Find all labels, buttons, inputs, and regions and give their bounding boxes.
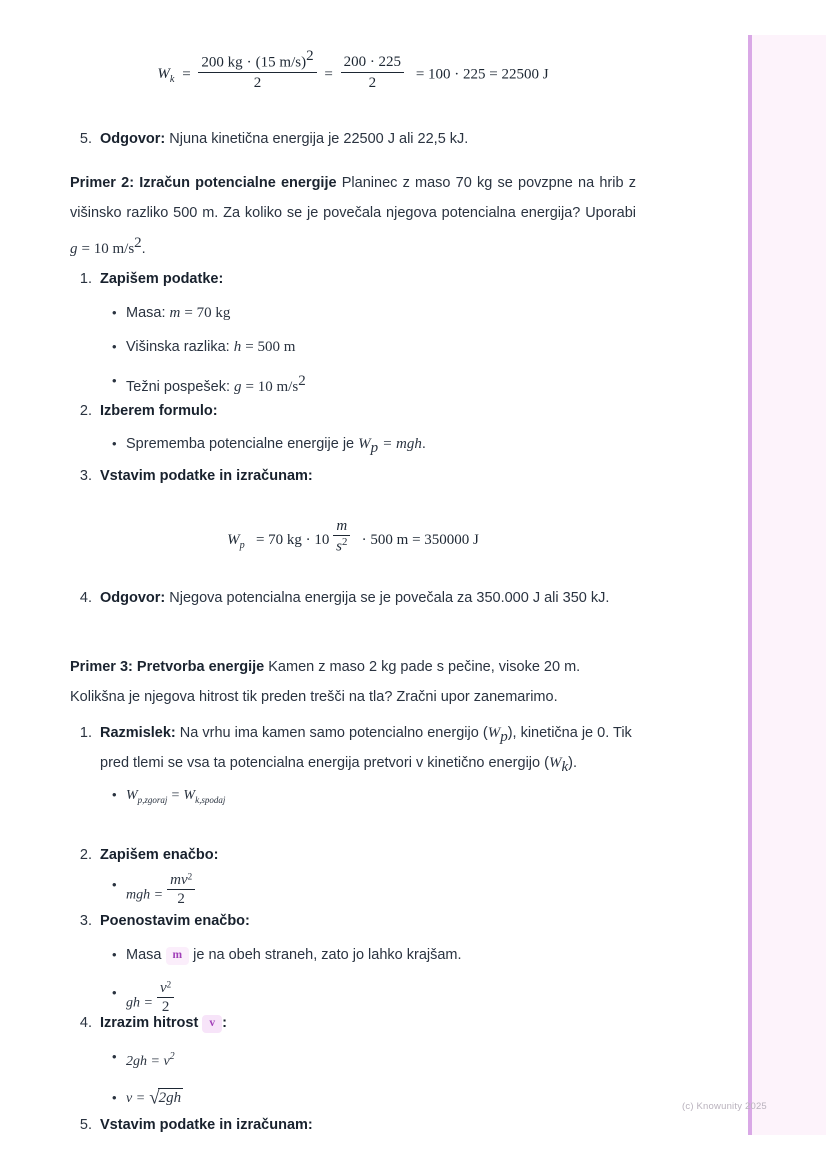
fraction-numerator-exponent: 2 bbox=[187, 871, 193, 882]
kinetic-energy-formula: $W_k$ = $\frac{200 kg \cdot (15 m/s)^2}{2}$ = $\frac{200 \cdot 225}{2}$ = 100 · 225 = 22500 J bbox=[157, 48, 549, 91]
data-label-mass: Masa: bbox=[126, 305, 166, 321]
step-heading: Razmislek: bbox=[100, 725, 176, 741]
energy-balance-rhs-subscript: k,spodaj bbox=[195, 794, 226, 805]
example-3-body: Kamen z maso 2 kg pade s pečine, visoke 20 m. Kolikšna je njegova hitrost tik preden trešči na tla? Zračni upor zanemarimo. bbox=[70, 659, 581, 705]
list-item bbox=[79, 463, 636, 489]
list-item bbox=[79, 398, 636, 461]
velocity-exponent: 2 bbox=[169, 1051, 175, 1062]
work-subscript: p bbox=[370, 439, 379, 456]
gravity-symbol: g bbox=[234, 378, 242, 395]
list-item bbox=[79, 908, 636, 1016]
list-item bbox=[126, 942, 636, 968]
fraction-acceleration bbox=[333, 518, 350, 555]
energy-balance-equals: = bbox=[171, 787, 180, 803]
denominator-second: 2 bbox=[368, 74, 377, 91]
example-2-intro bbox=[70, 168, 636, 264]
height-symbol: h bbox=[233, 339, 242, 355]
list-item-number: 3. bbox=[79, 913, 92, 929]
list-item-number: 2. bbox=[79, 847, 92, 863]
copyright-credit: (c) Knowunity 2025 bbox=[682, 1101, 767, 1112]
numerator-second: 200 · 225 bbox=[343, 54, 402, 71]
fraction-denominator: 2 bbox=[177, 891, 185, 908]
list-item bbox=[126, 1044, 636, 1075]
list-item-number: 5. bbox=[79, 1117, 92, 1133]
list-item bbox=[126, 1085, 636, 1112]
list-item-number: 2. bbox=[79, 403, 92, 419]
example-2-step-3 bbox=[70, 463, 636, 489]
list-item-number: 1. bbox=[79, 271, 92, 287]
simplify-text-b: je na obeh straneh, zato jo lahko krajšam. bbox=[193, 947, 462, 963]
step-heading: Vstavim podatke in izračunam: bbox=[100, 468, 313, 484]
list-item bbox=[126, 368, 636, 400]
gravity-exponent: 2 bbox=[134, 235, 142, 251]
formula-result: · 500 m = 350000 J bbox=[361, 531, 479, 548]
formula-expression: = mgh bbox=[382, 436, 422, 452]
mass-symbol: m bbox=[169, 305, 181, 321]
gravity-exponent: 2 bbox=[298, 373, 306, 389]
example-3-step-4 bbox=[70, 1010, 636, 1112]
example-3-step-5 bbox=[70, 1112, 636, 1138]
fraction-numerator-exponent: 2 bbox=[166, 979, 172, 990]
answer-label: Odgovor: bbox=[100, 590, 166, 606]
list-item bbox=[79, 585, 636, 611]
answer-text: Njuna kinetična energija je 22500 J ali 22,5 kJ. bbox=[169, 131, 469, 147]
example-3-step-3 bbox=[70, 908, 636, 1016]
sentence-period: . bbox=[421, 436, 426, 452]
numerator-velocity: (15 m/s) bbox=[255, 54, 307, 71]
data-label-gravity: Težni pospešek: bbox=[126, 378, 230, 395]
reasoning-text-c: ). bbox=[568, 754, 577, 771]
list-item bbox=[79, 126, 636, 152]
list-item-number: 3. bbox=[79, 468, 92, 484]
fraction-numerator-mass: m bbox=[170, 872, 181, 888]
simplified-equation-lhs: gh = bbox=[126, 995, 153, 1011]
example-2-title: Primer 2: Izračun potencialne energije bbox=[70, 175, 337, 191]
fraction-numerator-velocity: v bbox=[159, 980, 167, 996]
list-item-number: 4. bbox=[79, 590, 92, 606]
list-item bbox=[79, 1112, 636, 1138]
list-item-number: 5. bbox=[79, 131, 92, 147]
mass-value: = 70 kg bbox=[184, 305, 231, 321]
numerator-exponent: 2 bbox=[306, 48, 314, 64]
equation-lhs: mgh = bbox=[126, 887, 164, 903]
numerator-dot: · bbox=[246, 54, 252, 71]
list-item-number: 1. bbox=[79, 725, 92, 741]
list-item bbox=[79, 720, 636, 813]
step-heading: Zapišem podatke: bbox=[100, 271, 224, 287]
fraction-denominator: 2 bbox=[161, 999, 170, 1016]
list-item bbox=[126, 334, 636, 360]
velocity-solution-lhs: v = bbox=[126, 1090, 146, 1106]
potential-work-symbol: W bbox=[487, 725, 501, 741]
example-3-intro bbox=[70, 652, 636, 712]
data-label-height: Višinska razlika: bbox=[126, 339, 230, 355]
step-heading-colon: : bbox=[222, 1015, 227, 1031]
work-symbol: W bbox=[358, 436, 371, 452]
step-heading: Zapišem enačbo: bbox=[100, 847, 219, 863]
formula-description: Sprememba potencialne energije je bbox=[126, 436, 355, 452]
list-item bbox=[126, 300, 636, 326]
denominator-first: 2 bbox=[253, 74, 262, 91]
example-2-step-1 bbox=[70, 266, 636, 400]
kinetic-work-symbol: W bbox=[548, 754, 562, 771]
list-item bbox=[126, 782, 636, 813]
formula-result: = 100 · 225 = 22500 J bbox=[415, 66, 549, 83]
fraction-first bbox=[198, 48, 316, 91]
gravity-symbol: g bbox=[70, 240, 78, 257]
formula-operands: = 70 kg · 10 bbox=[255, 531, 330, 548]
numerator-mass: 200 kg bbox=[201, 54, 243, 71]
radical-sign-icon: √ bbox=[149, 1087, 160, 1109]
answer-text: Njegova potencialna energija se je povečala za 350.000 J ali 350 kJ. bbox=[169, 590, 610, 606]
potential-work-subscript: p bbox=[500, 728, 508, 745]
example-3-title: Primer 3: Pretvorba energije bbox=[70, 659, 265, 675]
reasoning-text-a: Na vrhu ima kamen samo potencialno energijo ( bbox=[179, 725, 488, 741]
list-item bbox=[79, 266, 636, 400]
step-heading: Izrazim hitrost bbox=[100, 1015, 199, 1031]
example-2-answer bbox=[70, 585, 636, 611]
height-value: = 500 m bbox=[245, 339, 296, 355]
answer-block-1 bbox=[70, 126, 636, 152]
fraction-kinetic bbox=[167, 872, 195, 907]
example-3-step-2 bbox=[70, 842, 636, 908]
potential-energy-formula bbox=[70, 518, 636, 555]
list-item bbox=[126, 872, 636, 908]
step-heading: Izberem formulo: bbox=[100, 403, 218, 419]
list-item bbox=[79, 1010, 636, 1112]
answer-label: Odgovor: bbox=[100, 131, 166, 147]
formula-lhs-symbol: W bbox=[227, 531, 240, 548]
reasoning-text-b: ), kinetična je 0. Tik pred tlemi se vsa ta potencialna energija pretvori v kinetično energijo ( bbox=[100, 725, 632, 771]
step-heading: Poenostavim enačbo: bbox=[100, 913, 250, 929]
square-root-expression bbox=[149, 1085, 183, 1112]
example-3-step-1 bbox=[70, 720, 636, 813]
mass-code-chip[interactable]: m bbox=[166, 947, 190, 965]
fraction-second bbox=[341, 53, 405, 91]
formula-lhs-subscript: k bbox=[169, 74, 175, 86]
fraction-numerator-velocity: v bbox=[180, 872, 188, 888]
list-item bbox=[126, 431, 636, 461]
kinetic-work-subscript: k bbox=[561, 758, 569, 775]
simplify-text-a: Masa bbox=[126, 947, 162, 963]
energy-balance-lhs-symbol: W bbox=[126, 787, 138, 803]
velocity-code-chip[interactable]: v bbox=[202, 1015, 222, 1033]
list-item-number: 4. bbox=[79, 1015, 92, 1031]
example-2-body-end: . bbox=[141, 240, 146, 257]
gravity-value: = 10 m/s bbox=[81, 240, 135, 257]
decorative-vertical-rule bbox=[748, 35, 752, 1135]
example-2-body: Planinec z maso 70 kg se povzpne na hrib z višinsko razliko 500 m. Za koliko se je povečala njegova potencialna energija? Uporabi bbox=[70, 175, 636, 221]
list-item bbox=[79, 842, 636, 908]
decorative-side-panel bbox=[748, 35, 826, 1135]
example-2-step-2 bbox=[70, 398, 636, 461]
fraction-numerator: m bbox=[336, 518, 348, 534]
fraction-denominator-exponent: 2 bbox=[342, 536, 348, 549]
velocity-equation: 2gh = v bbox=[126, 1053, 170, 1069]
gravity-value: = 10 m/s bbox=[245, 378, 299, 395]
fraction-denominator: s bbox=[336, 538, 342, 555]
energy-balance-rhs-symbol: W bbox=[183, 787, 196, 803]
formula-lhs-symbol: W bbox=[157, 66, 170, 83]
radicand: 2gh bbox=[158, 1089, 182, 1106]
formula-lhs-subscript: p bbox=[239, 539, 245, 551]
energy-balance-lhs-subscript: p,zgoraj bbox=[137, 794, 168, 805]
step-heading: Vstavim podatke in izračunam: bbox=[100, 1117, 313, 1133]
